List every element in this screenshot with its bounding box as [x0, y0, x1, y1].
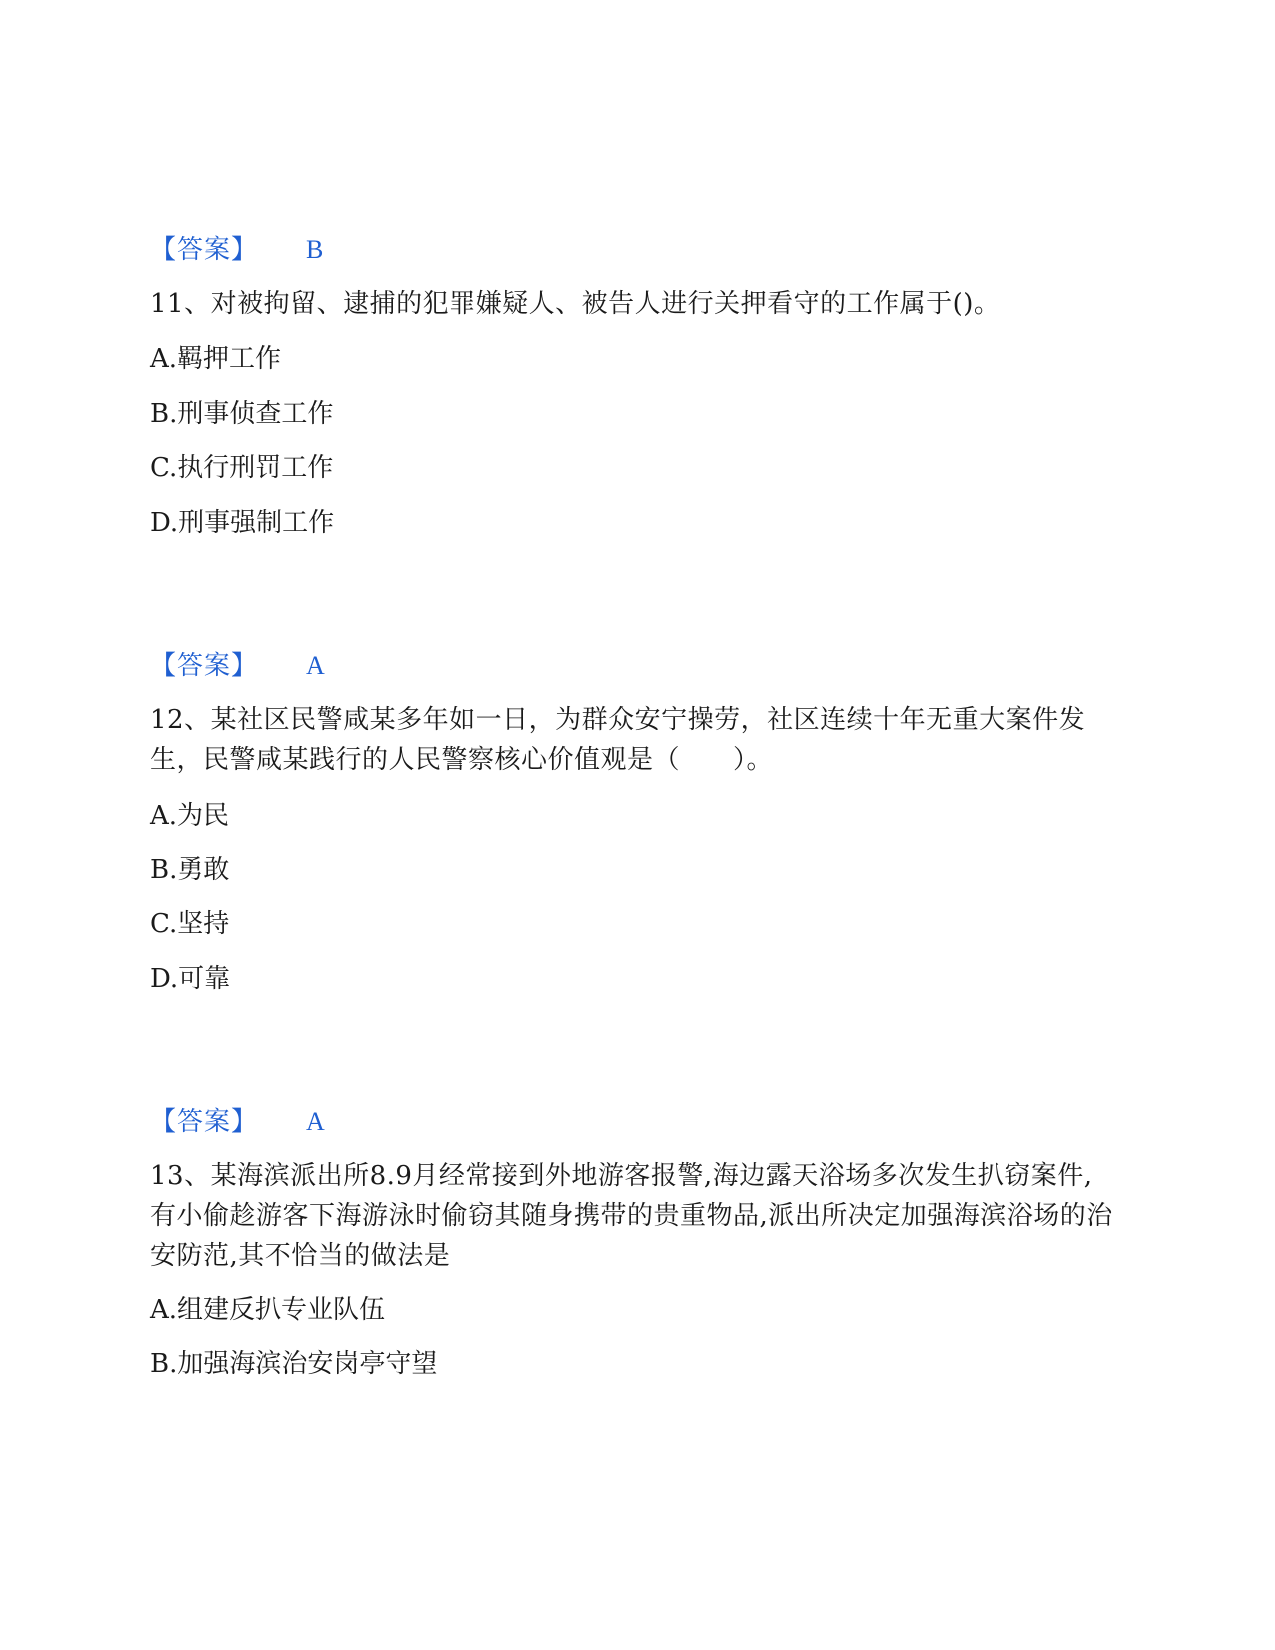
q12-option-c: C.坚持	[150, 909, 230, 939]
q11-option-a: A.羁押工作	[150, 344, 282, 374]
q11-option-b: B.刑事侦查工作	[150, 399, 334, 429]
q12-option-d: D.可靠	[150, 964, 231, 994]
q12-option-a: A.为民	[150, 801, 230, 831]
q12-option-b: B.勇敢	[150, 855, 230, 885]
q13-option-a: A.组建反扒专业队伍	[150, 1295, 386, 1325]
answer-line-q11	[150, 648, 325, 684]
answer-value: B	[306, 235, 324, 264]
q11-option-c: C.执行刑罚工作	[150, 453, 334, 483]
answer-value: A	[306, 1107, 325, 1136]
answer-label: 【答案】	[150, 651, 259, 681]
answer-line-q12	[150, 1104, 325, 1140]
q11-option-d: D.刑事强制工作	[150, 508, 335, 538]
answer-value: A	[306, 651, 325, 680]
answer-line-q10	[150, 232, 323, 268]
answer-label: 【答案】	[150, 1107, 259, 1137]
question-11-text: 11、对被拘留、逮捕的犯罪嫌疑人、被告人进行关押看守的工作属于()。	[150, 289, 1001, 319]
answer-label: 【答案】	[150, 235, 259, 265]
q13-option-b: B.加强海滨治安岗亭守望	[150, 1349, 438, 1379]
question-12-text: 12、某社区民警咸某多年如一日，为群众安宁操劳，社区连续十年无重大案件发生，民警咸某践行的人民警察核心价值观是（ ）。	[150, 705, 1086, 775]
question-13-text: 13、某海滨派出所8.9月经常接到外地游客报警,海边露天浴场多次发生扒窃案件,有小偷趁游客下海游泳时偷窃其随身携带的贵重物品,派出所决定加强海滨浴场的治安防范,其不恰当的做法是	[150, 1161, 1113, 1271]
